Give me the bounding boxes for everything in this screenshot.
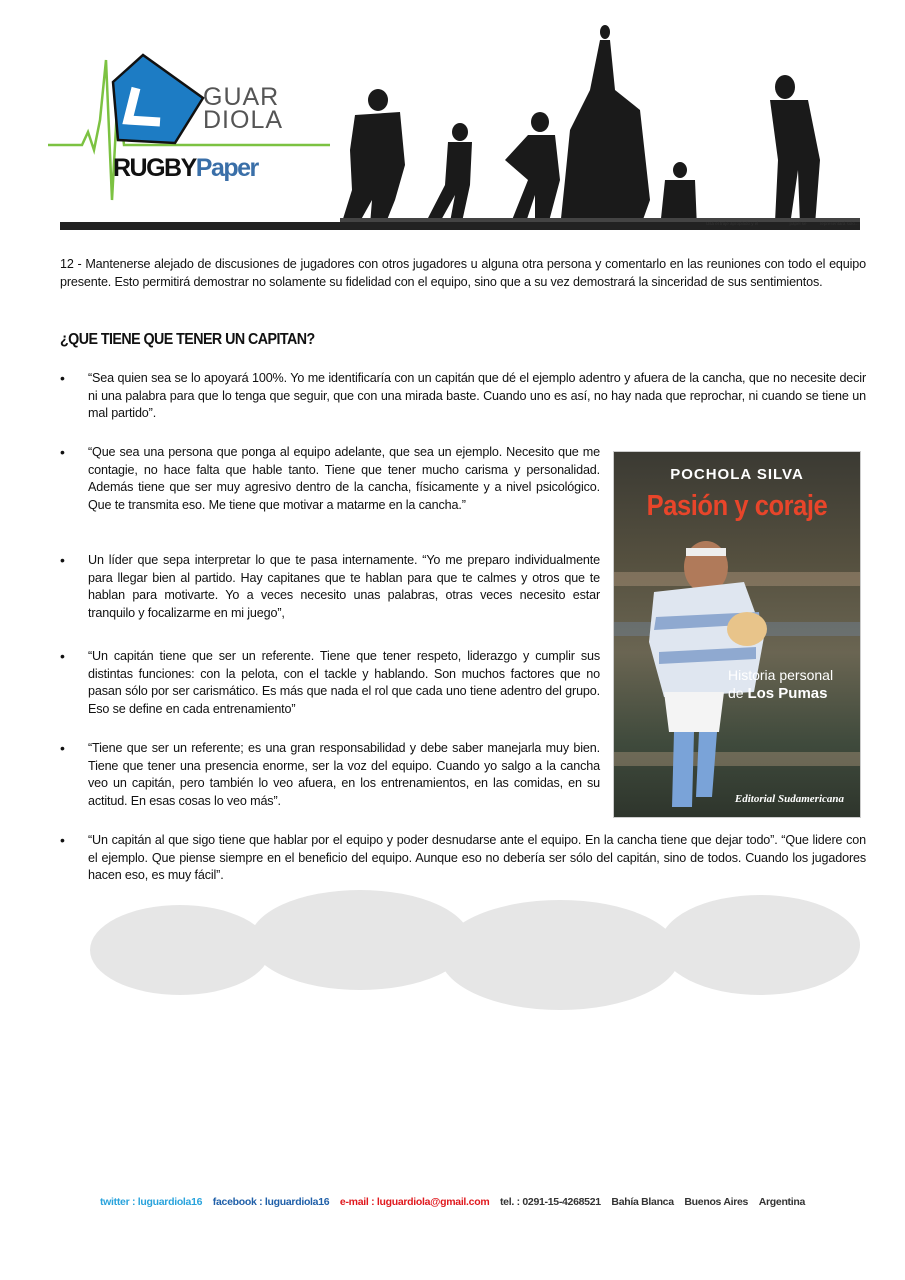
header-graphic (0, 0, 905, 240)
section-heading: ¿QUE TIENE QUE TENER UN CAPITAN? (60, 331, 315, 348)
logo-text-guar: GUAR (203, 83, 280, 111)
book-publisher: Editorial Sudamericana (734, 793, 844, 805)
logo-text-paper: Paper (195, 154, 258, 182)
footer-country: Argentina (758, 1196, 806, 1208)
footer-city: Bahía Blanca (611, 1196, 674, 1208)
list-item-text: “Un capitán al que sigo tiene que hablar por el equipo y poder desnudarse ante el equipo. En la cancha tiene que dejar todo”. “Que lidere con el ejemplo. Que piense siempre en el beneficio del equipo. Aunque eso no debería ser sólo del capitán, sino de todos. Cuando los jugadores hacen eso, es muy fácil”. (88, 833, 866, 883)
intro-paragraph: 12 - Mantenerse alejado de discusiones de jugadores con otros jugadores u alguna otra persona y comentarlo en las reuniones con todo el equipo presente. Esto permitirá demostrar no solamente su fidelidad con el equipo, sino que a su vez demostrará la sinceridad de sus sentimientos. (60, 257, 866, 289)
background-watermark-illustration (60, 880, 870, 1030)
book-author: POCHOLA SILVA (670, 466, 804, 483)
footer-contact (0, 1196, 905, 1208)
book-subtitle-pre: de (728, 685, 744, 701)
tagline-part: papel se (789, 221, 807, 226)
header-banner (0, 0, 905, 240)
list-item-text: “Tiene que ser un referente; es una gran responsabilidad y debe saber manejarla muy bien. Tiene que tener una presencia enorme, ser la voz del equipo. Cuando yo salgo a la cancha veo un capitán, pero también lo veo afuera, en los entrenamientos, en las comidas, en su actitud. En esas cosas lo veo más”. (88, 741, 600, 808)
list-item-text: “Un capitán tiene que ser un referente. Tiene que tener respeto, liderazgo y cumplir sus distintas funciones: con la pelota, con el tackle y hablando. Son muchos factores que no pasan sólo por ser carismático. Es más que nada el rol que cada uno tiene adentro del grupo. Eso se define en cada entrenamiento” (88, 649, 600, 716)
book-subtitle-2 (728, 685, 828, 702)
logo-wordmark (203, 83, 284, 134)
bullet-icon: • (60, 444, 65, 460)
footer-facebook-link[interactable]: facebook : luguardiola16 (212, 1196, 330, 1208)
rugby-players-illustration (342, 25, 820, 228)
bullet-icon: • (60, 832, 65, 848)
book-title: Pasión y coraje (646, 490, 828, 522)
book-subtitle-bold: Los Pumas (747, 685, 828, 702)
bullet-icon: • (60, 740, 65, 756)
bullet-icon: • (60, 648, 65, 664)
bullet-icon: • (60, 370, 65, 386)
logo-text-rugby: RUGBY (113, 154, 196, 182)
tagline-part: Usá el traje apropiado y el (706, 221, 759, 226)
footer-province: Buenos Aires (684, 1196, 749, 1208)
header-tagline (706, 221, 859, 226)
logo-shield-icon (113, 55, 203, 143)
footer-email-link[interactable]: e-mail : luguardiola@gmail.com (339, 1196, 490, 1208)
logo-text-diola: DIOLA (203, 106, 284, 134)
logo-rugbypaper (113, 154, 258, 183)
list-item-text: “Que sea una persona que ponga al equipo adelante, que sea un ejemplo. Necesito que me contagie, no hace falta que hable tanto. Tiene que tener mucho carisma y personalidad. Además tiene que ser muy agresivo dentro de la cancha, físicamente y a nivel psicológico. Que te transmita eso. Me tiene que motivar a matarme en la cancha.” (88, 445, 600, 512)
tagline-part: representará solo... (819, 221, 859, 226)
footer-twitter-link[interactable]: twitter : luguardiola16 (99, 1196, 203, 1208)
footer-phone: tel. : 0291-15-4268521 (499, 1196, 601, 1208)
bullet-icon: • (60, 552, 65, 568)
book-cover-image (613, 451, 861, 818)
list-item-text: Un líder que sepa interpretar lo que te pasa internamente. “Yo me preparo individualmente para llegar bien al partido. Hay capitanes que te hablan para que te calmes y otros que te hablan para motivarte. Yo a veces necesito unas palabras, otras veces necesito estar tranquilo y focalizarme en mi juego”, (88, 553, 600, 620)
book-subtitle: Historia personal (728, 667, 834, 683)
list-item-text: “Sea quien sea se lo apoyará 100%. Yo me identificaría con un capitán que dé el ejemplo adentro y afuera de la cancha, que no necesite decir ni una palabra para que lo tenga que seguir, que con una mirada baste. Cuando uno es así, no hay nada que reprochar, ni cuando se tiene un mal partido”. (88, 371, 866, 421)
